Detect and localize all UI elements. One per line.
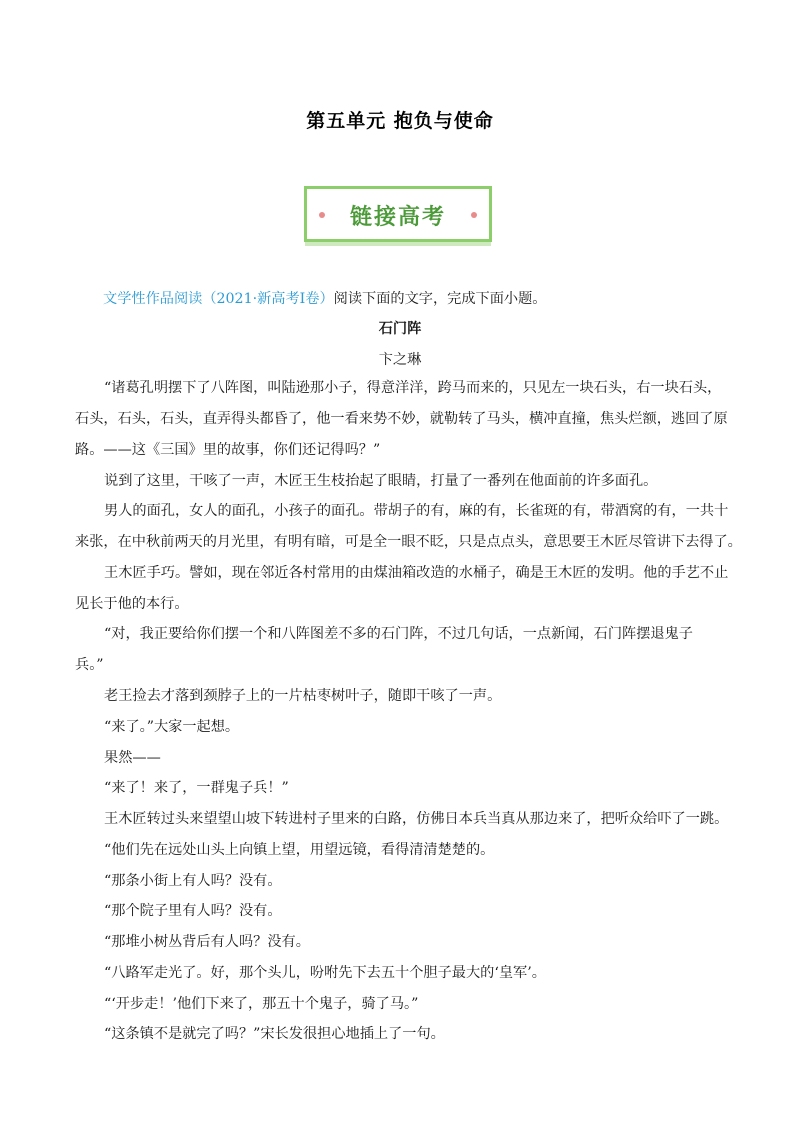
badge-dot-right-icon	[471, 212, 477, 218]
article-line: 来张，在中秋前两天的月光里，有明有暗，可是全一眼不眨，只是点点头，意思要王木匠尽管讲下去得了。	[75, 534, 742, 550]
article-line: 说到了这里，干咳了一声，木匠王生枝抬起了眼睛，打量了一番列在他面前的许多面孔。	[104, 473, 658, 489]
article-line: “那条小街上有人吗？没有。	[104, 873, 282, 889]
badge-label: 链接高考	[349, 205, 446, 230]
article-line: “这条镇不是就完了吗？”宋长发很担心地插上了一句。	[104, 1026, 445, 1042]
article-line: “诸葛孔明摆下了八阵图，叫陆逊那小子，得意洋洋，跨马而来的，只见左一块石头，右一块石头，	[104, 380, 722, 396]
article-line: 路。——这《三国》里的故事，你们还记得吗？”	[75, 442, 381, 458]
question-instruction: 阅读下面的文字，完成下面小题。	[333, 291, 547, 307]
article-line: 王木匠手巧。譬如，现在邻近各村常用的由煤油箱改造的水桶子，确是王木匠的发明。他的手艺不止	[104, 565, 729, 581]
article-author: 卞之琳	[378, 352, 422, 368]
article-line: 男人的面孔，女人的面孔，小孩子的面孔。带胡子的有，麻的有，长雀斑的有，带酒窝的有，一共十	[104, 503, 729, 519]
article-line: 兵。”	[75, 657, 104, 673]
article-line: 石头，石头，石头，直弄得头都昏了，他一看来势不妙，就勒转了马头，横冲直撞，焦头烂额，逃回了原	[75, 411, 728, 427]
page-title: 第五单元 抱负与使命	[306, 110, 494, 132]
question-prompt	[103, 289, 547, 309]
article-line: “来了。”大家一起想。	[104, 719, 240, 735]
section-badge	[304, 186, 492, 242]
article-line: “来了！来了，一群鬼子兵！”	[104, 780, 289, 796]
article-line: “那个院子里有人吗？没有。	[104, 903, 282, 919]
article-line: “八路军走光了。好，那个头儿，吩咐先下去五十个胆子最大的‘皇军’。	[104, 965, 546, 981]
question-source: 文学性作品阅读（2021·新高考Ⅰ卷）	[103, 291, 334, 307]
article-title: 石门阵	[378, 321, 422, 337]
article-line: 老王捡去才落到颈脖子上的一片枯枣树叶子，随即干咳了一声。	[104, 688, 502, 704]
article-line: 果然——	[104, 750, 161, 766]
article-line: “他们先在远处山头上向镇上望，用望远镜，看得清清楚楚的。	[104, 842, 495, 858]
article-line: “那堆小树丛背后有人吗？没有。	[104, 934, 310, 950]
article-line: 见长于他的本行。	[75, 596, 189, 612]
article-line: “对，我正要给你们摆一个和八阵图差不多的石门阵，不过几句话，一点新闻，石门阵摆退鬼子	[104, 626, 693, 642]
article-line: “‘开步走！’他们下来了，那五十个鬼子，骑了马。”	[104, 996, 419, 1012]
article-line: 王木匠转过头来望望山坡下转进村子里来的白路，仿佛日本兵当真从那边来了，把听众给吓了一跳。	[104, 811, 729, 827]
